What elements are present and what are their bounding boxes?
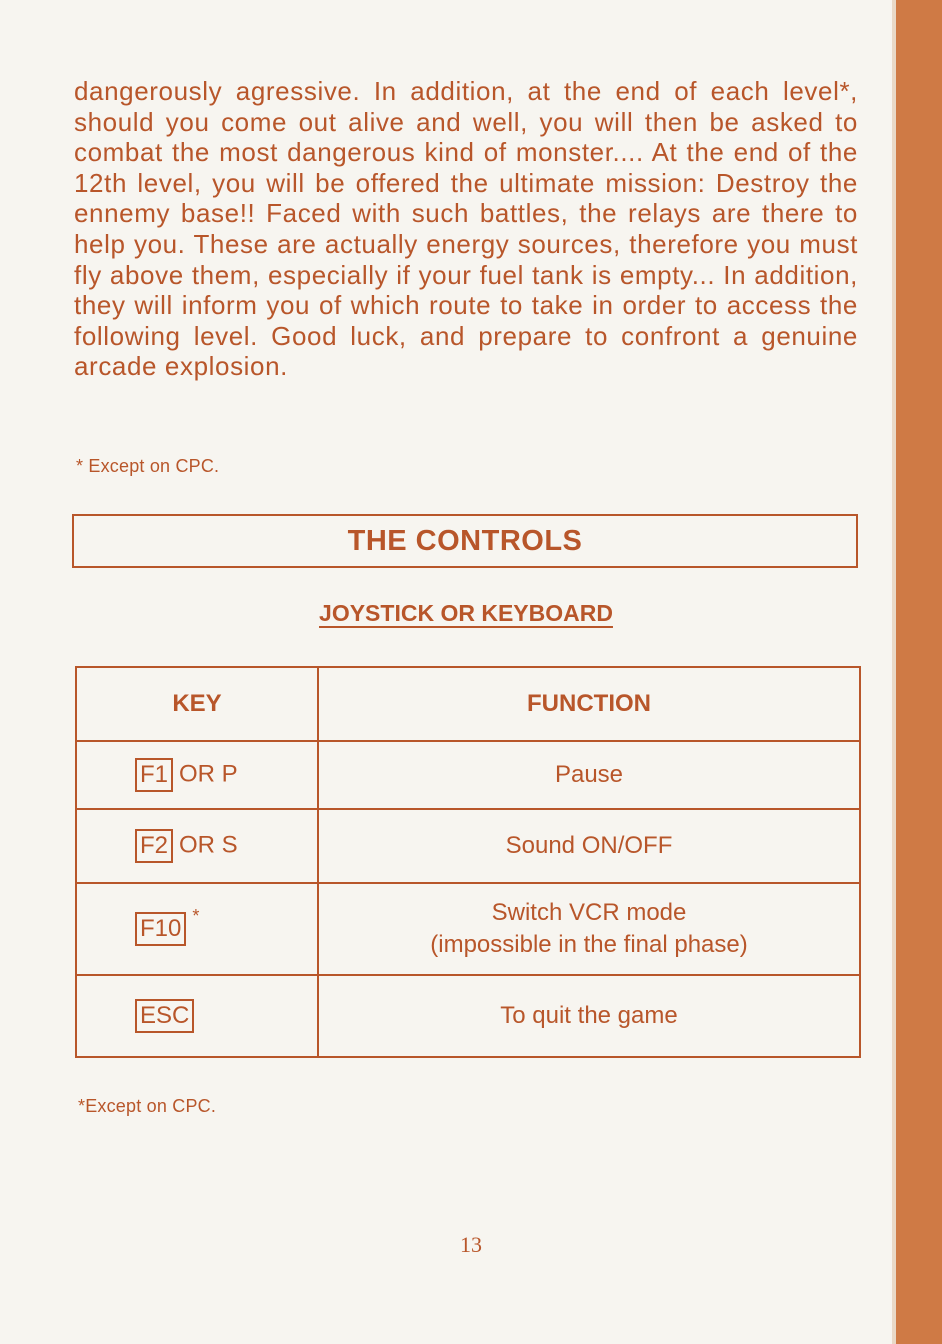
function-cell	[318, 741, 860, 809]
table-row	[76, 883, 860, 975]
controls-table	[75, 666, 861, 1058]
table-row	[76, 975, 860, 1057]
key-cell	[76, 975, 318, 1057]
function-text: To quit the game	[500, 1002, 678, 1029]
function-cell	[318, 883, 860, 975]
key-cap: F2	[135, 829, 173, 863]
key-alternative: OR P	[179, 760, 238, 788]
key-cap: F1	[135, 758, 173, 792]
function-text: Pause	[554, 761, 624, 788]
footnote-top: * Except on CPC.	[76, 456, 220, 476]
footnote-marker: *	[192, 906, 200, 926]
key-cap: ESC	[135, 999, 194, 1033]
table-row	[76, 809, 860, 883]
header-key: KEY	[76, 667, 318, 741]
key-cell	[76, 883, 318, 975]
page-edge-stripe	[896, 0, 942, 1344]
function-cell	[318, 975, 860, 1057]
key-alternative: OR S	[179, 831, 238, 859]
page-number: 13	[460, 1232, 482, 1257]
key-cell	[76, 809, 318, 883]
function-text: Switch VCR mode	[491, 899, 687, 926]
function-text: Sound ON/OFF	[505, 832, 673, 859]
function-text-note: (impossible in the final phase)	[430, 931, 748, 958]
controls-title: THE CONTROLS	[347, 524, 583, 557]
table-row	[76, 741, 860, 809]
key-cap: F10	[135, 912, 186, 946]
body-paragraph: dangerously agressive. In addition, at the end of each level*, should you come out alive and well, you will then be asked to combat the most dangerous kind of monster.... At the end of the 12th level, you will be offered the ultimate mission: Destroy the ennemy base!! Faced with such battles, the relays are there to help you. These are actually energy sources, therefore you must fly above them, especially if your fuel tank is empty... In addition, they will inform you of which route to take in order to access the following level. Good luck, and prepare to confront a genuine arcade explosion.	[74, 76, 858, 382]
table-header-row	[76, 667, 860, 741]
footnote-bottom: *Except on CPC.	[78, 1096, 217, 1116]
controls-title-box	[72, 514, 858, 568]
function-cell	[318, 809, 860, 883]
section-subtitle: JOYSTICK OR KEYBOARD	[319, 600, 613, 626]
header-function: FUNCTION	[318, 667, 860, 741]
key-cell	[76, 741, 318, 809]
